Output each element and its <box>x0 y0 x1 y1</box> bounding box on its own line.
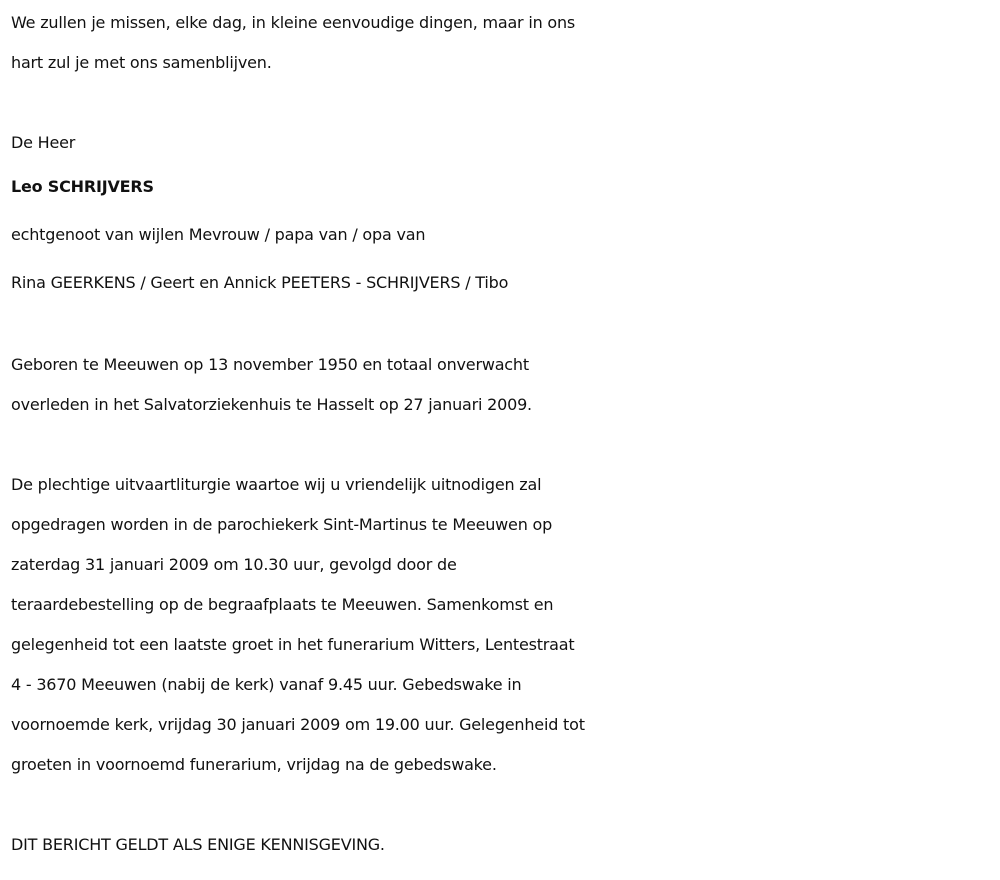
birth-death-paragraph <box>11 345 996 425</box>
funeral-line: teraardebestelling op de begraafplaats te Meeuwen. Samenkomst en <box>11 595 554 614</box>
deceased-relatives: Rina GEERKENS / Geert en Annick PEETERS - SCHRIJVERS / Tibo <box>11 273 509 292</box>
funeral-line: De plechtige uitvaartliturgie waartoe wij u vriendelijk uitnodigen zal <box>11 475 542 494</box>
paragraph-spacer <box>11 785 996 825</box>
paragraph-spacer <box>11 307 996 345</box>
deceased-title: De Heer <box>11 133 76 152</box>
funeral-line: groeten in voornoemd funerarium, vrijdag na de gebedswake. <box>11 755 497 774</box>
birth-death-line: Geboren te Meeuwen op 13 november 1950 en totaal onverwacht <box>11 355 529 374</box>
funeral-line: 4 - 3670 Meeuwen (nabij de kerk) vanaf 9.45 uur. Gebedswake in <box>11 675 522 694</box>
intro-line: hart zul je met ons samenblijven. <box>11 53 272 72</box>
paragraph-spacer <box>11 425 996 465</box>
funeral-line: opgedragen worden in de parochiekerk Sint-Martinus te Meeuwen op <box>11 515 553 534</box>
obituary-notice <box>11 3 996 865</box>
funeral-line: voornoemde kerk, vrijdag 30 januari 2009 om 19.00 uur. Gelegenheid tot <box>11 715 585 734</box>
paragraph-spacer <box>11 83 996 123</box>
intro-line: We zullen je missen, elke dag, in kleine eenvoudige dingen, maar in ons <box>11 13 576 32</box>
funeral-line: gelegenheid tot een laatste groet in het funerarium Witters, Lentestraat <box>11 635 575 654</box>
notice-statement: DIT BERICHT GELDT ALS ENIGE KENNISGEVING. <box>11 835 385 854</box>
deceased-relation: echtgenoot van wijlen Mevrouw / papa van / opa van <box>11 225 426 244</box>
birth-death-line: overleden in het Salvatorziekenhuis te Hasselt op 27 januari 2009. <box>11 395 532 414</box>
deceased-name: Leo SCHRIJVERS <box>11 177 154 196</box>
funeral-paragraph <box>11 465 996 785</box>
funeral-line: zaterdag 31 januari 2009 om 10.30 uur, gevolgd door de <box>11 555 457 574</box>
intro-paragraph <box>11 3 996 83</box>
deceased-block <box>11 123 996 307</box>
